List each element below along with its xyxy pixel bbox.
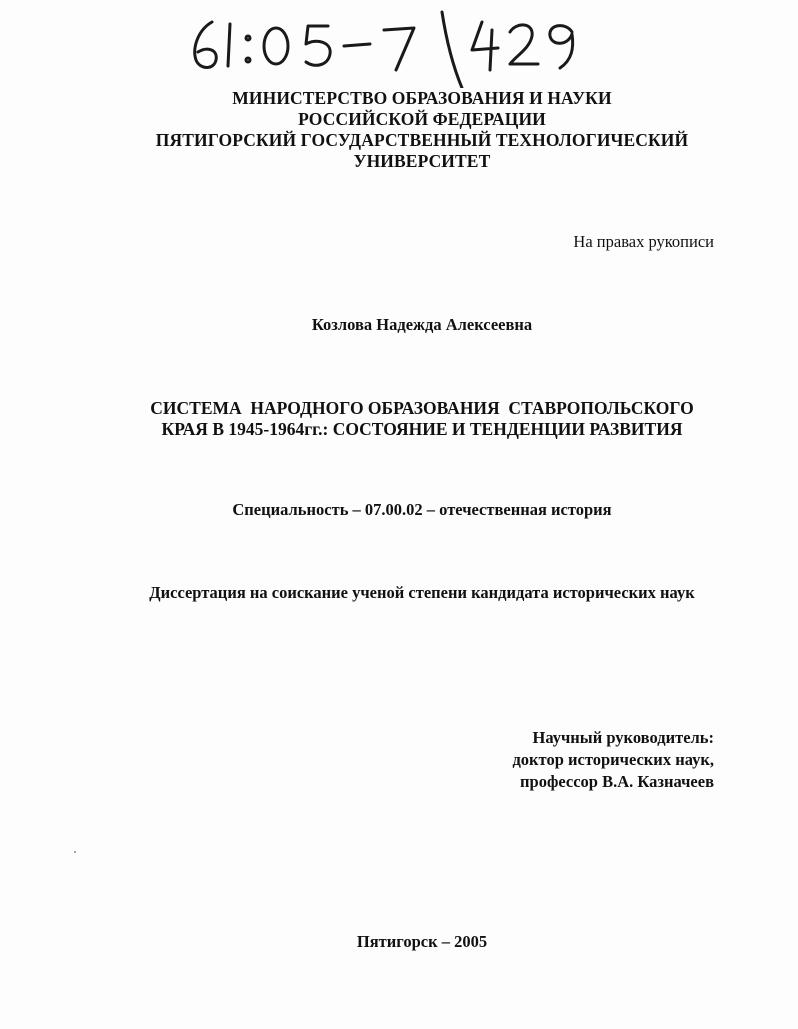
- specialty-line: Специальность – 07.00.02 – отечественная история: [232, 500, 612, 519]
- thesis-title-line: КРАЯ В 1945-1964гг.: СОСТОЯНИЕ И ТЕНДЕНЦИИ РАЗВИТИЯ: [161, 419, 683, 439]
- ministry-line: МИНИСТЕРСТВО ОБРАЗОВАНИЯ И НАУКИ: [232, 88, 612, 108]
- university-line: ПЯТИГОРСКИЙ ГОСУДАРСТВЕННЫЙ ТЕХНОЛОГИЧЕСКИЙ: [155, 130, 689, 150]
- supervisor-block: [512, 727, 714, 793]
- thesis-title-line: СИСТЕМА НАРОДНОГО ОБРАЗОВАНИЯ СТАВРОПОЛЬСКОГО: [150, 398, 694, 418]
- ministry-line: РОССИЙСКОЙ ФЕДЕРАЦИИ: [298, 109, 546, 129]
- supervisor-heading: Научный руководитель:: [532, 728, 714, 747]
- ministry-header: [0, 88, 798, 172]
- rights-note: На правах рукописи: [573, 232, 714, 251]
- university-line: УНИВЕРСИТЕТ: [353, 151, 491, 171]
- thesis-title: [0, 398, 798, 440]
- author-name: Козлова Надежда Алексеевна: [311, 315, 533, 334]
- handwritten-catalog-number: [180, 8, 600, 88]
- supervisor-name: профессор В.А. Казначеев: [520, 772, 714, 791]
- supervisor-degree: доктор исторических наук,: [512, 750, 714, 769]
- city-year: Пятигорск – 2005: [356, 932, 488, 951]
- scan-speck: [74, 851, 76, 853]
- degree-line: Диссертация на соискание ученой степени кандидата исторических наук: [149, 583, 695, 602]
